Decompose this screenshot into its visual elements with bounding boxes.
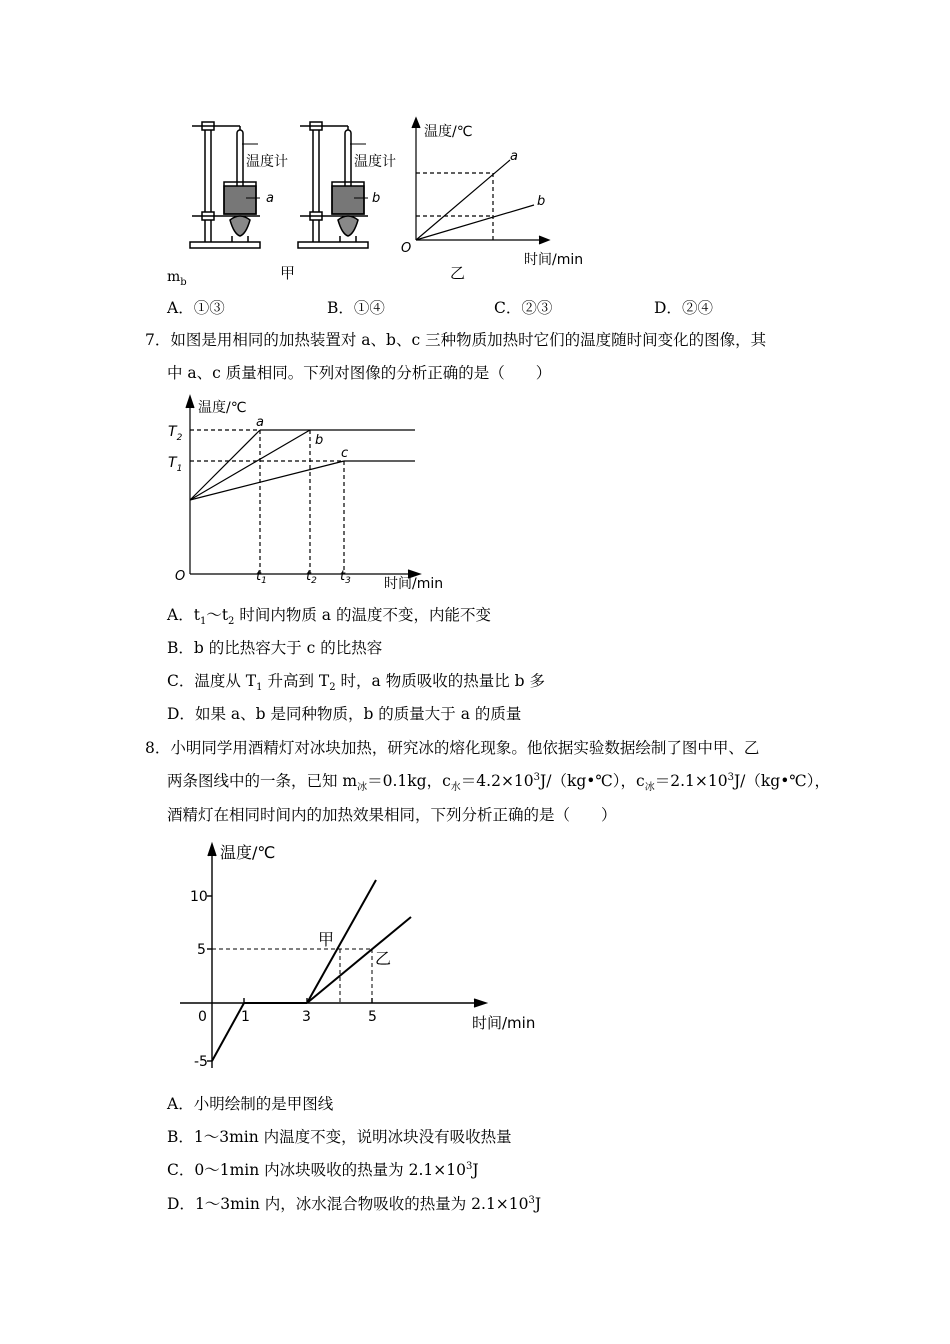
q8-ylabel: 温度/℃ (220, 843, 276, 862)
q6-beaker-a-label: a (266, 191, 274, 206)
q6-option-d: D．②④ (654, 299, 713, 317)
q8-ytick-10: 10 (190, 889, 208, 905)
q7-option-c: C．温度从 $T_1$ 升高到 $T_2$ 时，a 物质吸收的热量比 b 多 (167, 672, 545, 694)
q8-option-d: D．1～3min 内，冰水混合物吸收的热量为 $2.1\times 10^3J$ (167, 1194, 542, 1213)
q8-ytick-5: 5 (197, 942, 206, 958)
q8-xtick-3: 3 (302, 1009, 311, 1025)
q8-option-b: B．1～3min 内温度不变，说明冰块没有吸收热量 (167, 1128, 512, 1146)
q7-stem-line1: 7．如图是用相同的加热装置对 a、b、c 三种物质加热时它们的温度随时间变化的图像，其 (145, 331, 767, 349)
q7-line-b: b (315, 433, 324, 448)
q8-option-c: C．0～1min 内冰块吸收的热量为 $2.1\times 10^3J$ (167, 1160, 479, 1179)
q8-xtick-1: 1 (241, 1009, 250, 1025)
q7-T1-label: $T_1$ (168, 455, 183, 474)
q7-graph (160, 392, 460, 592)
q7-xlabel: 时间/min (384, 576, 444, 592)
q6-beaker-b-label: b (372, 191, 381, 206)
q6-graph-line-a: a (510, 149, 518, 164)
q6-graph-origin: O (401, 241, 412, 256)
q7-line-c: c (341, 446, 349, 461)
q7-option-d: D．如果 a、b 是同种物质，b 的质量大于 a 的质量 (167, 705, 522, 723)
q6-figure (180, 110, 610, 285)
q7-T2-label: $T_2$ (168, 424, 183, 443)
q7-t2-label: $t_2$ (306, 569, 317, 586)
q7-origin: O (175, 569, 186, 584)
q8-xtick-5: 5 (368, 1009, 377, 1025)
q6-graph-line-b: b (537, 194, 546, 209)
q6-thermometer-label-b: 温度计 (354, 154, 396, 170)
q6-option-b: B．①④ (327, 299, 385, 317)
q8-option-a: A．小明绘制的是甲图线 (167, 1095, 334, 1113)
q7-line-a: a (256, 415, 264, 430)
q7-option-b: B．b 的比热容大于 c 的比热容 (167, 639, 383, 657)
q7-t1-label: $t_1$ (256, 569, 267, 586)
apparatus-b (298, 122, 368, 248)
q8-stem-line2: 两条图线中的一条，已知 $m_冰=0.1kg$，$c_水=4.2\times 10^3J/(kg•℃)$，$c_冰=2.1\times 10^3J/(kg•℃)$， (167, 771, 830, 794)
q6-thermometer-label-a: 温度计 (246, 154, 288, 170)
apparatus-a (190, 122, 260, 248)
q6-graph-ylabel: 温度/℃ (424, 124, 473, 140)
q8-stem-line1: 8．小明同学用酒精灯对冰块加热，研究冰的熔化现象。他依据实验数据绘制了图中甲、乙 (145, 739, 760, 757)
q7-option-a: A．$t_1\sim t_2$ 时间内物质 a 的温度不变，内能不变 (167, 606, 491, 628)
q8-graph (180, 838, 550, 1078)
q6-option-c: C．②③ (494, 299, 553, 317)
q8-ytick-0: 0 (198, 1009, 207, 1025)
q8-line-yi: 乙 (375, 949, 392, 968)
q8-ytick-neg5: -5 (194, 1054, 208, 1070)
q6-graph-xlabel: 时间/min (524, 252, 584, 268)
q7-t3-label: $t_3$ (340, 569, 351, 586)
q8-xlabel: 时间/min (472, 1014, 536, 1032)
q8-line-jia: 甲 (318, 930, 335, 949)
q6-right-caption: 乙 (450, 264, 466, 282)
q6-mb-label: $m_b$ (167, 269, 187, 288)
q7-stem-line2: 中 a、c 质量相同。下列对图像的分析正确的是（ ） (167, 364, 552, 382)
q8-stem-line3: 酒精灯在相同时间内的加热效果相同，下列分析正确的是（ ） (167, 806, 617, 824)
q6-option-a: A．①③ (167, 299, 225, 317)
q6-left-caption: 甲 (280, 264, 296, 282)
q7-ylabel: 温度/℃ (198, 400, 247, 416)
